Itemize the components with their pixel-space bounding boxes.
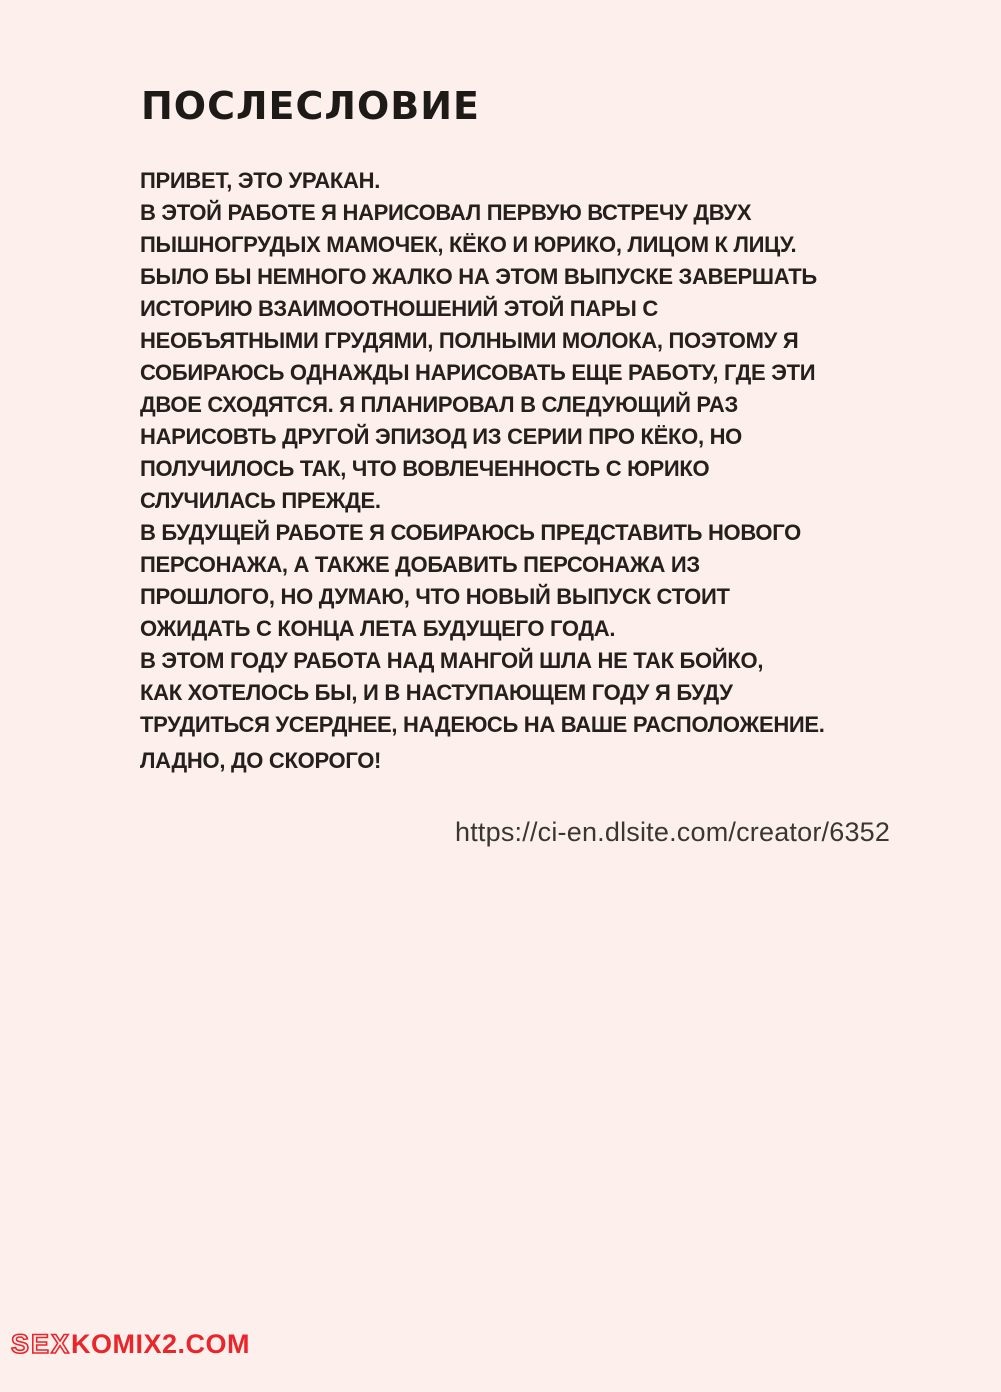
watermark-prefix: SEX <box>11 1329 72 1359</box>
afterword-line: ПРИВЕТ, ЭТО УРАКАН. <box>140 168 381 193</box>
closing-line: ЛАДНО, ДО СКОРОГО! <box>140 748 382 773</box>
afterword-line: НЕОБЪЯТНЫМИ ГРУДЯМИ, ПОЛНЫМИ МОЛОКА, ПОЭТОМУ Я <box>140 328 799 353</box>
afterword-line: В ЭТОМ ГОДУ РАБОТА НАД МАНГОЙ ШЛА НЕ ТАК БОЙКО, <box>140 648 764 673</box>
watermark <box>11 1329 250 1360</box>
afterword-line: ИСТОРИЮ ВЗАИМООТНОШЕНИЙ ЭТОЙ ПАРЫ С <box>140 296 658 321</box>
afterword-line: СЛУЧИЛАСЬ ПРЕЖДЕ. <box>140 488 381 513</box>
afterword-line: ПРОШЛОГО, НО ДУМАЮ, ЧТО НОВЫЙ ВЫПУСК СТОИТ <box>140 584 730 609</box>
page-title: ПОСЛЕСЛОВИЕ <box>141 84 480 128</box>
afterword-line: КАК ХОТЕЛОСЬ БЫ, И В НАСТУПАЮЩЕМ ГОДУ Я БУДУ <box>140 680 733 705</box>
afterword-line: ТРУДИТЬСЯ УСЕРДНЕЕ, НАДЕЮСЬ НА ВАШЕ РАСПОЛОЖЕНИЕ. <box>140 712 825 737</box>
afterword-body <box>140 165 930 741</box>
afterword-line: ПЕРСОНАЖА, А ТАКЖЕ ДОБАВИТЬ ПЕРСОНАЖА ИЗ <box>140 552 700 577</box>
creator-url: https://ci-en.dlsite.com/creator/6352 <box>455 817 891 847</box>
afterword-line: ОЖИДАТЬ С КОНЦА ЛЕТА БУДУЩЕГО ГОДА. <box>140 616 616 641</box>
watermark-suffix: KOMIX2.COM <box>71 1329 251 1359</box>
afterword-line: БЫЛО БЫ НЕМНОГО ЖАЛКО НА ЭТОМ ВЫПУСКЕ ЗАВЕРШАТЬ <box>140 264 817 289</box>
afterword-line: СОБИРАЮСЬ ОДНАЖДЫ НАРИСОВАТЬ ЕЩЕ РАБОТУ, ГДЕ ЭТИ <box>140 360 816 385</box>
afterword-line: ПОЛУЧИЛОСЬ ТАК, ЧТО ВОВЛЕЧЕННОСТЬ С ЮРИКО <box>140 456 710 481</box>
afterword-line: ДВОЕ СХОДЯТСЯ. Я ПЛАНИРОВАЛ В СЛЕДУЮЩИЙ РАЗ <box>140 392 738 417</box>
afterword-line: В БУДУЩЕЙ РАБОТЕ Я СОБИРАЮСЬ ПРЕДСТАВИТЬ НОВОГО <box>140 520 801 545</box>
afterword-line: НАРИСОВТЬ ДРУГОЙ ЭПИЗОД ИЗ СЕРИИ ПРО КЁКО, НО <box>140 424 742 449</box>
afterword-line: В ЭТОЙ РАБОТЕ Я НАРИСОВАЛ ПЕРВУЮ ВСТРЕЧУ ДВУХ <box>140 200 752 225</box>
afterword-line: ПЫШНОГРУДЫХ МАМОЧЕК, КЁКО И ЮРИКО, ЛИЦОМ К ЛИЦУ. <box>140 232 797 257</box>
